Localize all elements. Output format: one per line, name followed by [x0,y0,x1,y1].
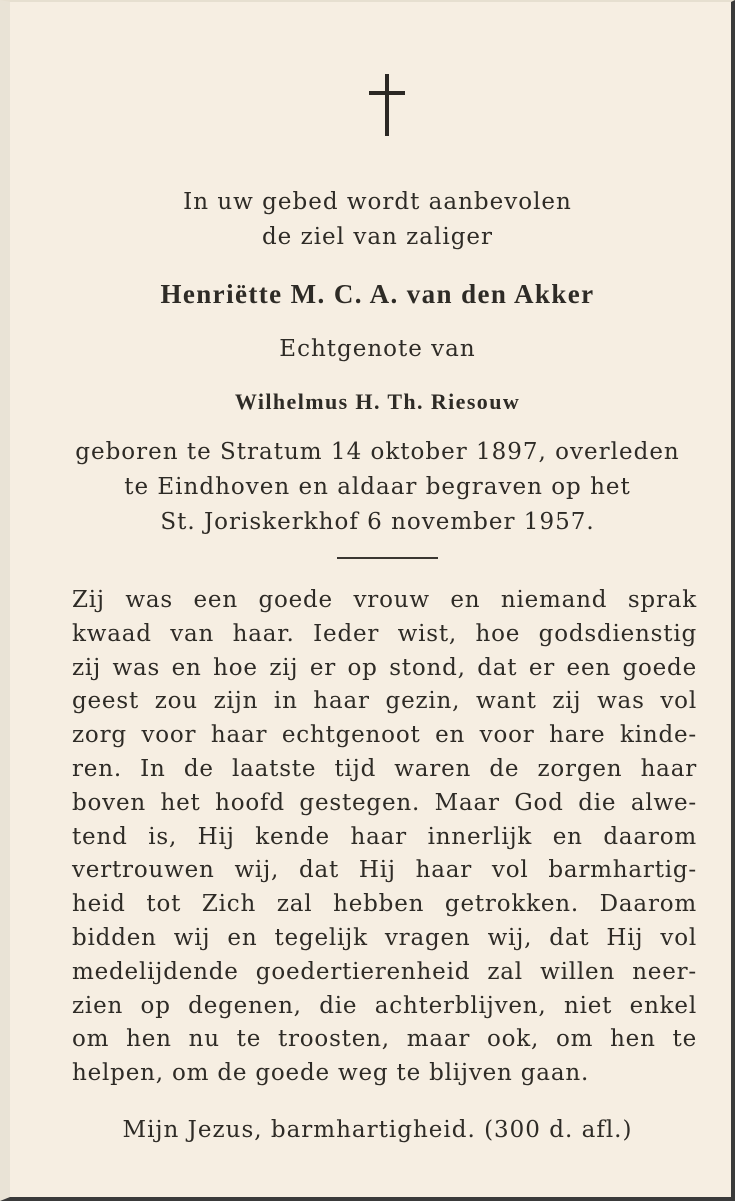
eulogy-line: zien op degenen, die achterblijven, niet enkel [72,992,697,1019]
intro-line-1: In uw gebed wordt aanbevolen [183,189,572,215]
eulogy-line: ren. In de laatste tijd waren de zorgen haar [72,755,697,782]
eulogy-line: kwaad van haar. Ieder wist, hoe godsdienstig [72,620,697,647]
eulogy-line: Zij was een goede vrouw en niemand sprak [72,587,697,613]
life-details-line-1: geboren te Stratum 14 oktober 1897, overleden [75,439,680,465]
eulogy-line: zij was en hoe zij er op stond, dat er een goede [72,654,697,681]
eulogy-line: boven het hoofd gestegen. Maar God die alwe- [72,789,697,816]
eulogy-line: zorg voor haar echtgenoot en voor hare kinde- [72,722,697,749]
eulogy-line: geest zou zijn in haar gezin, want zij was vol [72,688,697,715]
eulogy-text [72,584,697,1091]
eulogy-line: heid tot Zich zal hebben getrokken. Daarom [72,891,697,918]
eulogy-line: bidden wij en tegelijk vragen wij, dat Hij vol [72,924,697,951]
eulogy-line: medelijdende goedertierenheid zal willen neer- [72,958,697,985]
eulogy-line: helpen, om de goede weg te blijven gaan. [72,1060,590,1087]
life-details-line-3: St. Joriskerkhof 6 november 1957. [160,509,595,535]
spouse-name: Wilhelmus H. Th. Riesouw [234,389,521,414]
spouse-intro: Echtgenote van [279,336,476,362]
life-details-line-2: te Eindhoven en aldaar begraven op het [124,474,631,500]
eulogy-line: vertrouwen wij, dat Hij haar vol barmhartig- [72,857,697,884]
cross-icon [369,74,405,136]
divider-rule [337,557,438,559]
intro-line-2: de ziel van zaliger [261,224,494,250]
deceased-name: Henriëtte M. C. A. van den Akker [160,279,595,309]
eulogy-line: om hen nu te troosten, maar ook, om hen te [72,1026,697,1053]
prayer-line: Mijn Jezus, barmhartigheid. (300 d. afl.) [122,1117,633,1143]
eulogy-line: tend is, Hij kende haar innerlijk en daarom [72,823,697,850]
